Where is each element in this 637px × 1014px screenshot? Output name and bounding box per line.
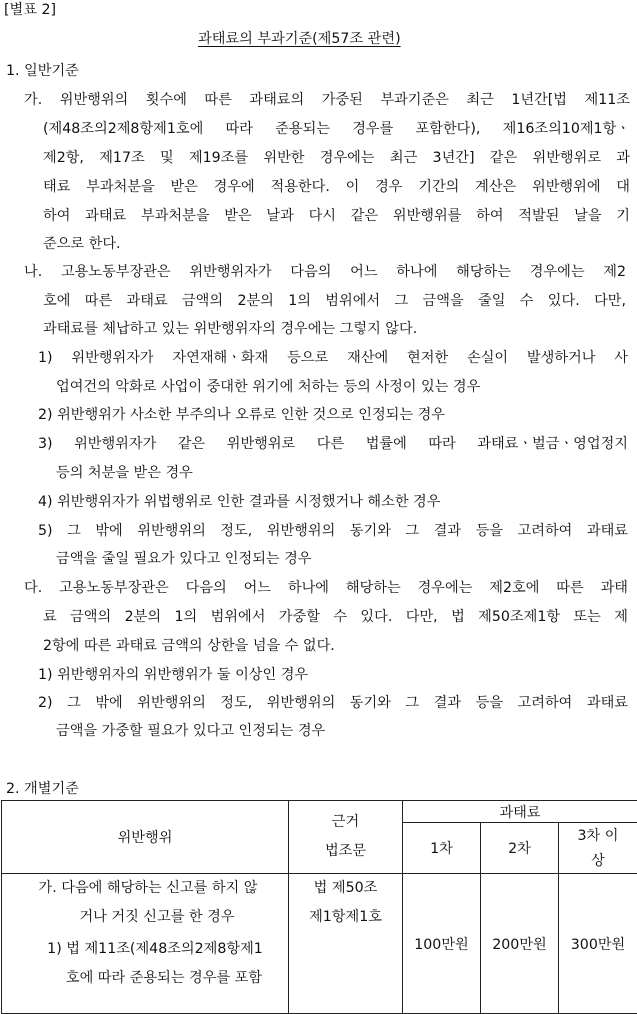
- na-item-4: 4) 위반행위자가 위법행위로 인한 결과를 시정했거나 해소한 경우: [38, 488, 440, 517]
- violation-line: 가. 다음에 해당하는 신고를 하지 않: [8, 874, 288, 903]
- da-item-2-line: 금액을 가중할 필요가 있다고 인정되는 경우: [56, 717, 325, 746]
- na-line: 과태료를 체납하고 있는 위반행위자의 경우에는 그렇지 않다.: [43, 315, 417, 344]
- header-3rd-line: 3차 이: [559, 823, 637, 849]
- na-item-5-line: 금액을 줄일 필요가 있다고 인정되는 경우: [56, 545, 312, 574]
- na-item-3-line: 3) 위반행위자가 같은 위반행위로 다른 법률에 따라 과태료ㆍ벌금ㆍ영업정지: [38, 430, 628, 459]
- na-item-1-line: 1) 위반행위자가 자연재해ㆍ화재 등으로 재산에 현저한 손실이 발생하거나 사: [38, 344, 628, 373]
- header-basis-line: 근거: [289, 808, 402, 837]
- header-fine: 과태료: [403, 801, 637, 823]
- fine-schedule-table: [1, 800, 637, 1014]
- da-line: 료 금액의 2분의 1의 범위에서 가중할 수 있다. 다만, 법 제50조제1항 또는 제: [43, 603, 628, 632]
- basis-cell: [289, 874, 403, 1014]
- violation-line: 거나 거짓 신고를 한 경우: [8, 903, 288, 932]
- page-title: 과태료의 부과기준(제57조 관련): [198, 28, 401, 50]
- table-row: [2, 874, 637, 1014]
- header-2nd: 2차: [481, 823, 559, 874]
- ga-line: 가. 위반행위의 횟수에 따른 과태료의 가중된 부과기준은 최근 1년간[법 제11조: [24, 86, 630, 115]
- da-line: 2항에 따른 과태료 금액의 상한을 넘을 수 없다.: [43, 632, 335, 661]
- section-1-heading: 1. 일반기준: [6, 60, 79, 82]
- violation-line: 1) 법 제11조(제48조의2제8항제1: [8, 935, 288, 964]
- ga-line: 태료 부과처분을 받은 경우에 적용한다. 이 경우 기간의 계산은 위반행위에 대: [43, 173, 630, 202]
- na-line: 호에 따른 과태료 금액의 2분의 1의 범위에서 그 금액을 줄일 수 있다. 다만,: [43, 287, 626, 316]
- na-item-2: 2) 위반행위가 사소한 부주의나 오류로 인한 것으로 인정되는 경우: [38, 401, 445, 430]
- na-line: 나. 고용노동부장관은 위반행위자가 다음의 어느 하나에 해당하는 경우에는 제2: [24, 258, 626, 287]
- header-1st: 1차: [403, 823, 481, 874]
- da-item-1: 1) 위반행위자의 위반행위가 둘 이상인 경우: [38, 661, 308, 690]
- fine-1st: 100만원: [403, 874, 481, 1014]
- na-item-5-line: 5) 그 밖에 위반행위의 정도, 위반행위의 동기와 그 결과 등을 고려하여 과태료: [38, 517, 628, 546]
- basis-line: 제1항제1호: [289, 903, 402, 932]
- header-basis: [289, 801, 403, 874]
- fine-2nd: 200만원: [481, 874, 559, 1014]
- header-3rd-line: 상: [559, 849, 637, 873]
- da-line: 다. 고용노동부장관은 다음의 어느 하나에 해당하는 경우에는 제2호에 따른 과태: [24, 574, 628, 603]
- ga-line: 제2항, 제17조 및 제19조를 위반한 경우에는 최근 3년간] 같은 위반행위로 과: [43, 144, 630, 173]
- violation-cell: [2, 874, 289, 1014]
- na-item-3-line: 등의 처분을 받은 경우: [56, 459, 193, 488]
- fine-3rd: 300만원: [559, 874, 637, 1014]
- na-item-1-line: 업여건의 악화로 사업이 중대한 위기에 처하는 등의 사정이 있는 경우: [56, 373, 480, 402]
- da-item-2-line: 2) 그 밖에 위반행위의 정도, 위반행위의 동기와 그 결과 등을 고려하여 과태료: [38, 689, 628, 718]
- section-2-heading: 2. 개별기준: [6, 778, 79, 800]
- annex-label: [별표 2]: [4, 0, 56, 21]
- ga-line: (제48조의2제8항제1호에 따라 준용되는 경우를 포함한다), 제16조의10제1항ㆍ: [43, 115, 630, 144]
- ga-line: 준으로 한다.: [43, 230, 121, 259]
- violation-line: 호에 따라 준용되는 경우를 포함: [8, 964, 288, 993]
- ga-line: 하여 과태료 부과처분을 받은 날과 다시 같은 위반행위를 하여 적발된 날을 기: [43, 202, 630, 231]
- header-violation: 위반행위: [2, 801, 289, 874]
- header-basis-line: 법조문: [289, 837, 402, 866]
- basis-line: 법 제50조: [289, 874, 402, 903]
- header-3rd: [559, 823, 637, 874]
